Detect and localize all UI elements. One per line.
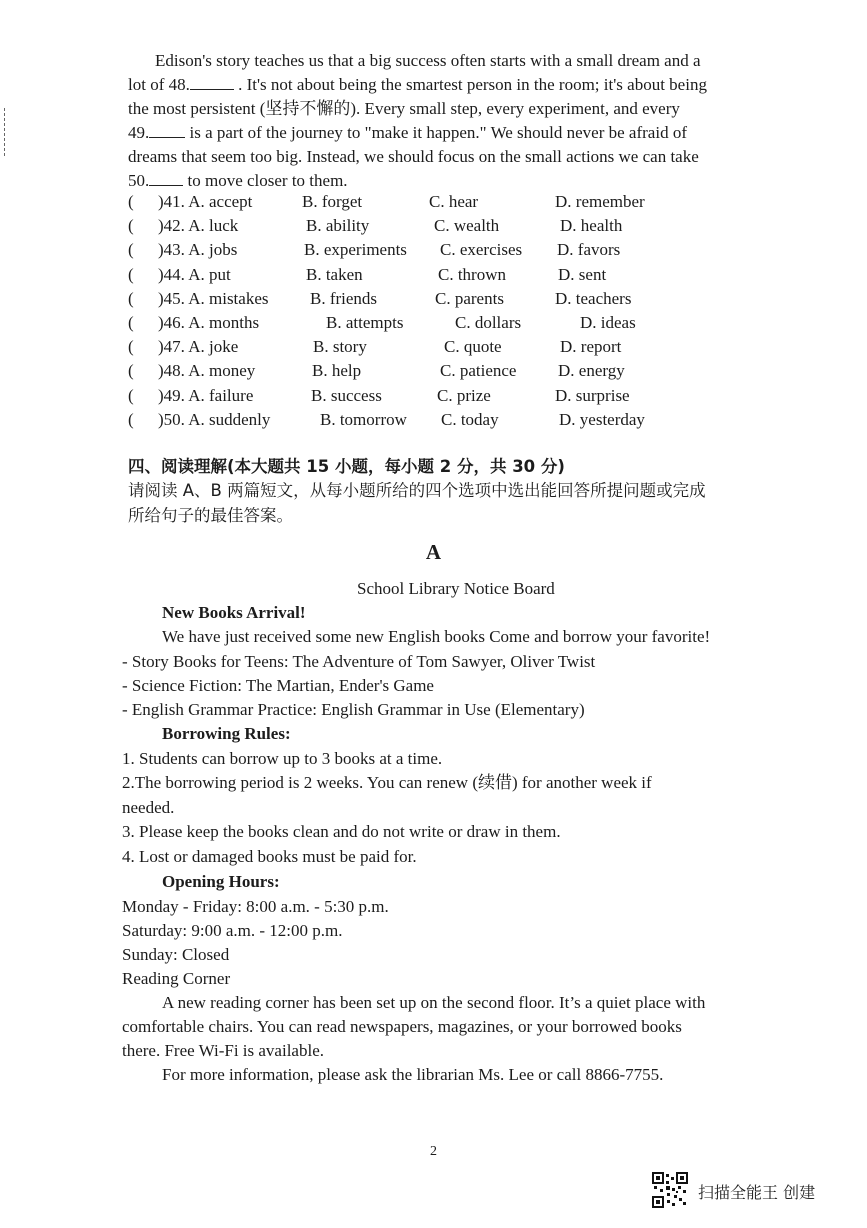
option-c: C. patience xyxy=(440,361,517,381)
option-d: D. report xyxy=(560,337,622,357)
book-list-item: - Story Books for Teens: The Adventure of Tom Sawyer, Oliver Twist xyxy=(122,652,596,671)
option-d: D. sent xyxy=(558,264,607,284)
cloze-option-row xyxy=(122,263,742,287)
option-a: )48. A. money xyxy=(158,361,256,381)
blank-number: lot of 48. xyxy=(128,75,190,94)
answer-paren: ( xyxy=(128,361,134,381)
option-c: C. wealth xyxy=(434,216,500,236)
option-c: C. parents xyxy=(435,288,504,308)
option-a: )42. A. luck xyxy=(158,216,239,236)
option-a: )41. A. accept xyxy=(158,192,253,211)
option-b: B. story xyxy=(313,337,367,357)
option-d: D. remember xyxy=(555,192,645,211)
section-heading: 四、阅读理解(本大题共 15 小题，每小题 2 分，共 30 分) xyxy=(128,457,565,476)
option-a: )49. A. failure xyxy=(158,385,254,405)
answer-paren: ( xyxy=(128,288,134,308)
cloze-options-list xyxy=(122,190,742,432)
answer-paren: ( xyxy=(128,240,134,260)
notice-title: School Library Notice Board xyxy=(357,579,555,598)
answer-paren: ( xyxy=(128,192,134,211)
cloze-option-row xyxy=(122,238,742,262)
answer-paren: ( xyxy=(128,385,134,405)
answer-paren: ( xyxy=(128,216,134,236)
answer-blank-49 xyxy=(149,123,185,138)
option-c: C. thrown xyxy=(438,264,506,284)
option-b: B. success xyxy=(311,385,382,405)
option-d: D. energy xyxy=(558,361,625,381)
passage-line xyxy=(128,73,707,97)
cloze-option-row xyxy=(122,311,742,335)
answer-paren: ( xyxy=(128,264,134,284)
section-instruction: 请阅读 A、B 两篇短文，从每小题所给的四个选项中选出能回答所提问题或完成 xyxy=(128,481,706,500)
passage-text: . It's not about being the smartest person in the room; it's about being xyxy=(238,75,707,94)
answer-blank-50 xyxy=(149,171,183,186)
rule-item: 2.The borrowing period is 2 weeks. You can renew (续借) for another week if xyxy=(122,773,652,792)
option-a: )46. A. months xyxy=(158,312,260,332)
scanner-watermark: 扫描全能王 创建 xyxy=(698,1183,816,1202)
blank-number: 49. xyxy=(128,123,150,142)
reading-corner-text: A new reading corner has been set up on the second floor. It’s a quiet place with xyxy=(162,993,706,1012)
cloze-option-row xyxy=(122,408,742,432)
option-c: C. exercises xyxy=(440,240,523,260)
reading-corner-heading: Reading Corner xyxy=(122,969,231,988)
answer-paren: ( xyxy=(128,337,134,357)
page-number: 2 xyxy=(430,1144,437,1159)
rules-heading: Borrowing Rules: xyxy=(162,724,291,743)
option-c: C. today xyxy=(441,409,499,429)
option-d: D. ideas xyxy=(580,312,636,332)
option-d: D. health xyxy=(560,216,623,236)
option-b: B. help xyxy=(312,361,362,381)
answer-blank-48 xyxy=(190,75,234,90)
hours-item: Sunday: Closed xyxy=(122,945,230,964)
option-c: C. prize xyxy=(437,385,491,405)
hours-heading: Opening Hours: xyxy=(162,872,280,891)
hours-item: Saturday: 9:00 a.m. - 12:00 p.m. xyxy=(122,921,343,940)
rule-item-continued: needed. xyxy=(122,798,175,817)
option-c: C. dollars xyxy=(455,312,522,332)
passage-line: dreams that seem too big. Instead, we should focus on the small actions we can take xyxy=(128,147,699,166)
option-a: )50. A. suddenly xyxy=(158,409,271,429)
option-a: )44. A. put xyxy=(158,264,231,284)
passage-line xyxy=(128,121,687,145)
reading-corner-text: there. Free Wi-Fi is available. xyxy=(122,1041,324,1060)
option-c: C. hear xyxy=(429,192,479,211)
option-d: D. yesterday xyxy=(559,409,645,429)
option-b: B. experiments xyxy=(304,240,407,260)
contact-info: For more information, please ask the librarian Ms. Lee or call 8866-7755. xyxy=(162,1065,664,1084)
passage-text: is a part of the journey to "make it happen." We should never be afraid of xyxy=(189,123,687,142)
new-books-intro: We have just received some new English books Come and borrow your favorite! xyxy=(162,627,711,646)
option-d: D. favors xyxy=(557,240,621,260)
passage-text: to move closer to them. xyxy=(187,171,348,190)
answer-paren: ( xyxy=(128,312,134,332)
cloze-option-row xyxy=(122,190,742,214)
option-d: D. surprise xyxy=(555,385,630,405)
qr-code-icon xyxy=(652,1172,688,1208)
hours-item: Monday - Friday: 8:00 a.m. - 5:30 p.m. xyxy=(122,897,389,916)
passage-letter: A xyxy=(425,540,442,564)
margin-binding-mark xyxy=(4,108,9,156)
rule-item: 3. Please keep the books clean and do not write or draw in them. xyxy=(122,822,561,841)
new-books-heading: New Books Arrival! xyxy=(162,603,306,622)
option-b: B. attempts xyxy=(326,312,404,332)
rule-item: 4. Lost or damaged books must be paid for. xyxy=(122,847,417,866)
option-a: )43. A. jobs xyxy=(158,240,238,260)
option-d: D. teachers xyxy=(555,288,632,308)
passage-line: the most persistent (坚持不懈的). Every small step, every experiment, and every xyxy=(128,99,680,118)
option-b: B. taken xyxy=(306,264,363,284)
blank-number: 50. xyxy=(128,171,150,190)
section-instruction: 所给句子的最佳答案。 xyxy=(128,506,293,525)
book-list-item: - English Grammar Practice: English Grammar in Use (Elementary) xyxy=(122,700,585,719)
option-b: B. tomorrow xyxy=(320,409,407,429)
cloze-option-row xyxy=(122,384,742,408)
answer-paren: ( xyxy=(128,409,134,429)
option-b: B. ability xyxy=(306,216,370,236)
cloze-option-row xyxy=(122,214,742,238)
option-b: B. forget xyxy=(302,192,363,211)
rule-item: 1. Students can borrow up to 3 books at a time. xyxy=(122,749,443,768)
option-a: )47. A. joke xyxy=(158,337,239,357)
book-list-item: - Science Fiction: The Martian, Ender's Game xyxy=(122,676,434,695)
reading-corner-text: comfortable chairs. You can read newspapers, magazines, or your borrowed books xyxy=(122,1017,682,1036)
option-b: B. friends xyxy=(310,288,378,308)
option-c: C. quote xyxy=(444,337,502,357)
cloze-option-row xyxy=(122,359,742,383)
cloze-option-row xyxy=(122,287,742,311)
passage-line: Edison's story teaches us that a big success often starts with a small dream and a xyxy=(155,51,701,70)
cloze-option-row xyxy=(122,335,742,359)
option-a: )45. A. mistakes xyxy=(158,288,269,308)
